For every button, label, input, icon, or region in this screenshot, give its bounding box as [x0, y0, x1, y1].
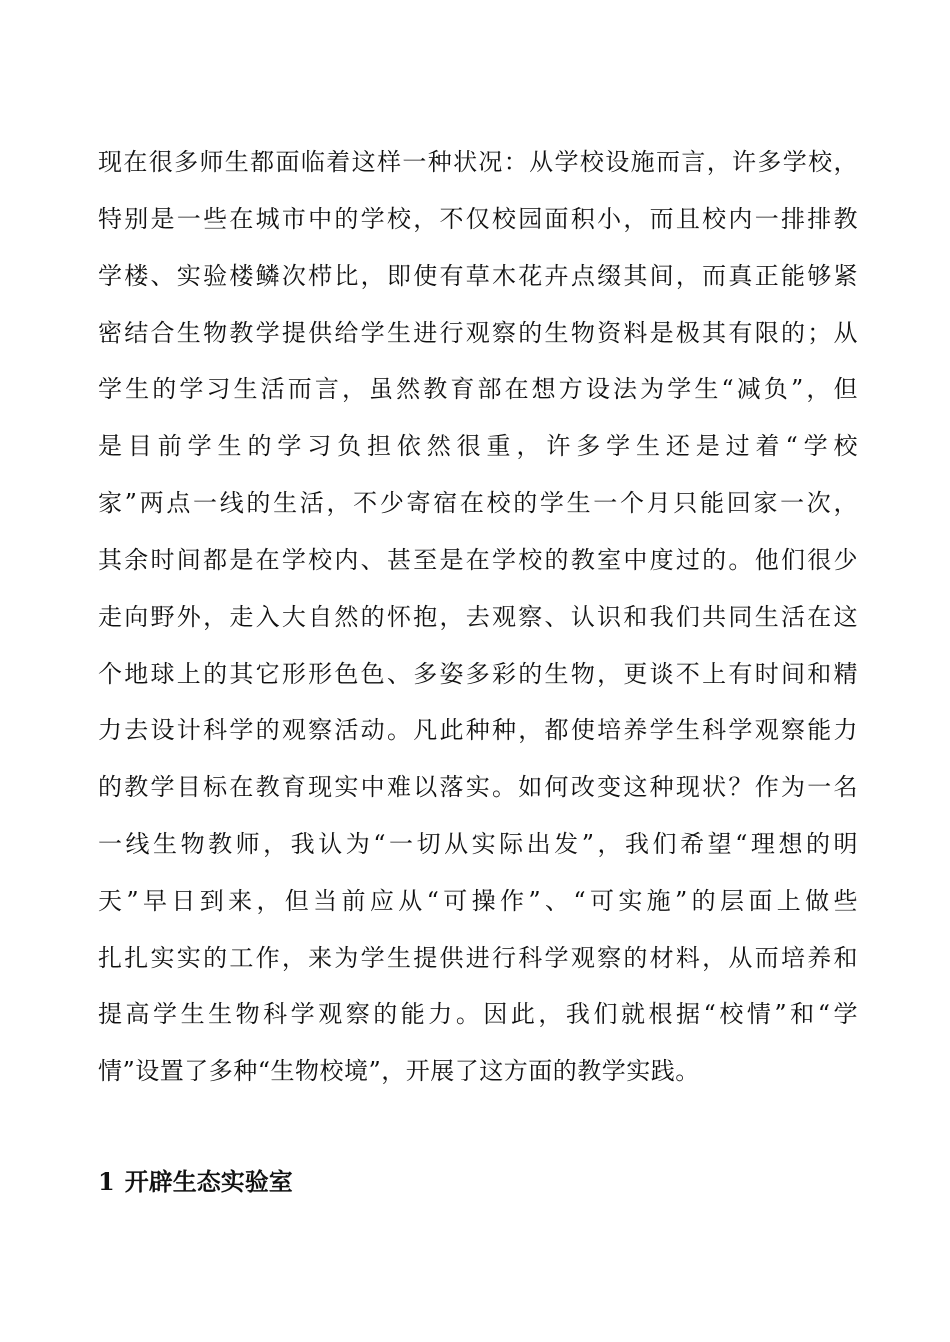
section-heading	[98, 1167, 293, 1197]
paragraph-line: 密结合生物教学提供给学生进行观察的生物资料是极其有限的；从	[98, 319, 858, 347]
paragraph-line: 其余时间都是在学校内、甚至是在学校的教室中度过的。他们很少	[98, 546, 858, 574]
paragraph-line: 力去设计科学的观察活动。凡此种种，都使培养学生科学观察能力	[98, 716, 858, 744]
paragraph-line: 提高学生生物科学观察的能力。因此，我们就根据“校情”和“学	[98, 1000, 858, 1028]
section-number: 1	[98, 1167, 115, 1196]
paragraph-line: 家”两点一线的生活，不少寄宿在校的学生一个月只能回家一次，	[98, 489, 858, 517]
paragraph-line: 学楼、实验楼鳞次栉比，即使有草木花卉点缀其间，而真正能够紧	[98, 262, 858, 290]
paragraph-line: 的教学目标在教育现实中难以落实。如何改变这种现状？作为一名	[98, 773, 858, 801]
section-title: 开辟生态实验室	[124, 1167, 293, 1196]
paragraph-line: 学生的学习生活而言，虽然教育部在想方设法为学生“减负”，但	[98, 375, 858, 403]
paragraph-line: 情”设置了多种“生物校境”，开展了这方面的教学实践。	[98, 1057, 700, 1085]
paragraph-line: 现在很多师生都面临着这样一种状况：从学校设施而言，许多学校，	[98, 148, 858, 176]
paragraph-line: 扎扎实实的工作，来为学生提供进行科学观察的材料，从而培养和	[98, 944, 858, 972]
paragraph-line: 天”早日到来，但当前应从“可操作”、“可实施”的层面上做些	[98, 887, 858, 915]
paragraph-line: 是目前学生的学习负担依然很重，许多学生还是过着“学校	[98, 432, 858, 460]
paragraph-line: 走向野外，走入大自然的怀抱，去观察、认识和我们共同生活在这	[98, 603, 858, 631]
paragraph-line: 特别是一些在城市中的学校，不仅校园面积小，而且校内一排排教	[98, 205, 858, 233]
paragraph-line: 个地球上的其它形形色色、多姿多彩的生物，更谈不上有时间和精	[98, 660, 858, 688]
paragraph-line: 一线生物教师，我认为“一切从实际出发”，我们希望“理想的明	[98, 830, 858, 858]
